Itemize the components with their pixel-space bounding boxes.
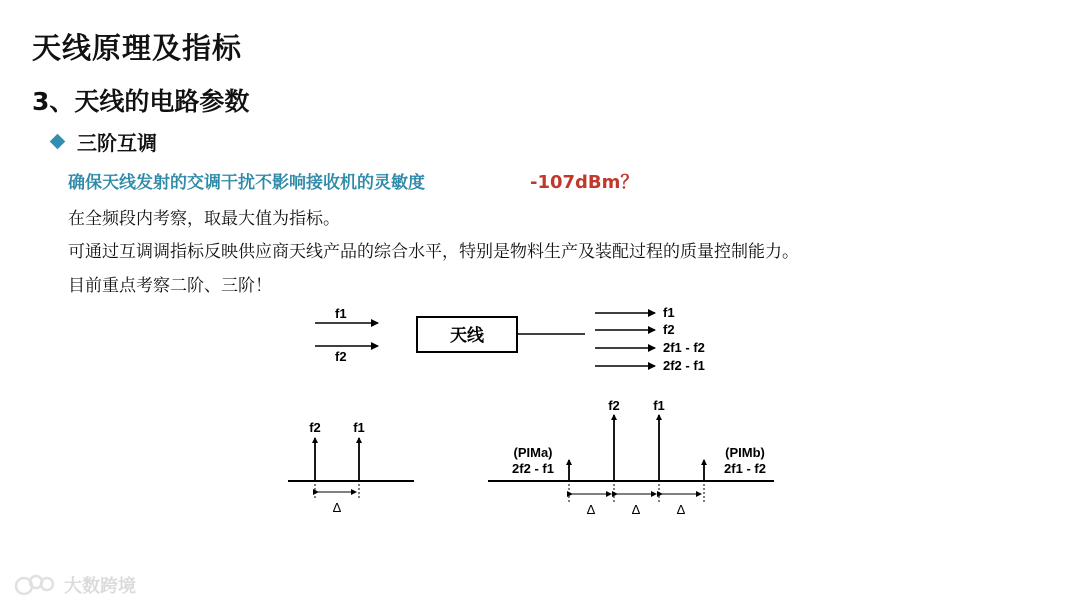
pima-formula: 2f2 - f1 [512, 461, 554, 476]
right-spectrum-label-f2: f2 [608, 398, 620, 413]
watermark-text: 大数跨境 [64, 576, 136, 597]
highlight-value: -107dBm？ [530, 172, 639, 193]
output-label-3: 2f1 - f2 [663, 340, 705, 355]
body-line-1: 在全频段内考察，取最大值为指标。 [68, 209, 340, 229]
pimb-name: (PIMb) [725, 445, 765, 460]
output-label-4: 2f2 - f1 [663, 358, 705, 373]
pima-name: (PIMa) [513, 445, 553, 460]
page-title: 天线原理及指标 [32, 31, 243, 65]
right-delta-label-3: Δ [676, 502, 686, 517]
output-label-1: f1 [663, 305, 675, 320]
left-spectrum-label-f1: f1 [353, 420, 365, 435]
left-delta-label: Δ [332, 500, 342, 515]
input-label-f1: f1 [335, 306, 347, 321]
output-label-2: f2 [663, 322, 675, 337]
antenna-box-label: 天线 [450, 326, 484, 346]
left-spectrum-label-f2: f2 [309, 420, 321, 435]
body-line-3: 目前重点考察二阶、三阶！ [68, 276, 272, 296]
highlight-text: 确保天线发射的交调干扰不影响接收机的灵敏度 [68, 173, 425, 193]
section-heading: 3、天线的电路参数 [32, 87, 250, 116]
watermark-logo-icon [12, 572, 58, 598]
right-delta-label-1: Δ [586, 502, 596, 517]
pimb-formula: 2f1 - f2 [724, 461, 766, 476]
watermark [12, 572, 136, 598]
right-spectrum-label-f1: f1 [653, 398, 665, 413]
body-line-2: 可通过互调调指标反映供应商天线产品的综合水平，特别是物料生产及装配过程的质量控制能力。 [68, 242, 799, 262]
right-delta-label-2: Δ [631, 502, 641, 517]
bullet-label: 三阶互调 [77, 131, 157, 155]
input-label-f2: f2 [335, 349, 347, 364]
